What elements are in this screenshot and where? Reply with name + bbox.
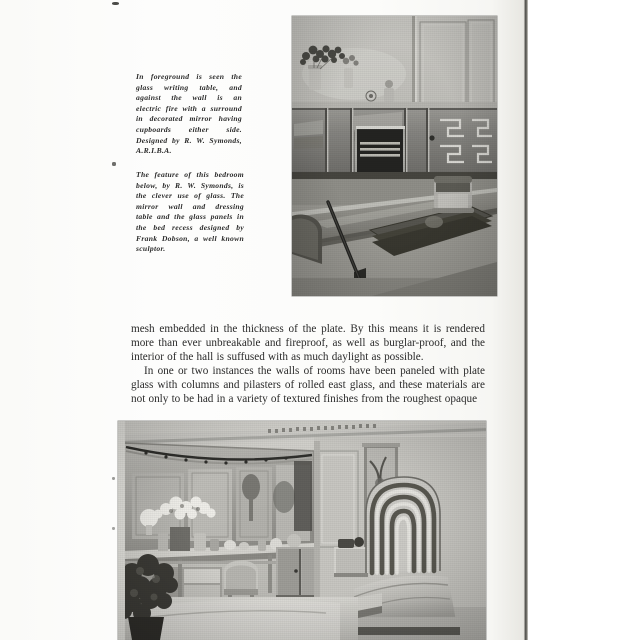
table-mirror-stand <box>170 527 190 551</box>
body-text <box>131 322 485 407</box>
caption-bottom-photo: The feature of this bedroom below, by R. W. Symonds, is the clever use of glass. The mirror wall and dressing table and the glass panels in the bed recess designed by Frank Dobson, a well known sculptor. <box>136 170 244 254</box>
body-paragraph-2: In one or two instances the walls of rooms have been paneled with plate glass with columns and pilasters of rolled east glass, and these materials are not only to be had in a variety of textured finishes from the roughest opaque <box>131 365 485 406</box>
margin-speck-mid <box>112 477 115 480</box>
electric-fire <box>355 126 405 174</box>
glass-writing-table-photo <box>292 16 497 296</box>
lamp-globe <box>140 509 158 527</box>
night-stand <box>334 537 368 577</box>
margin-speck-top <box>112 2 119 5</box>
margin-speck-upper <box>112 162 116 166</box>
outer-background <box>528 0 640 640</box>
caption-top-photo: In foreground is seen the glass writing table, and against the wall is an electric fire with a surround in decorated mirror having cupboards either side. Designed by R. W. Symonds, A.R.I.B.A. <box>136 72 242 156</box>
table-object-box <box>158 533 168 551</box>
body-paragraph-1: mesh embedded in the thickness of the plate. By this means it is rendered more than ever unbreakable and fireproof, as well as burglar-proof, and the interior of the hall is suffused with as much daylight as possible. <box>131 323 485 364</box>
cabinet-knob <box>429 135 434 140</box>
glass-jar <box>432 176 474 213</box>
margin-speck-lower <box>112 527 115 530</box>
striped-headboard <box>366 477 440 573</box>
photo-top-artwork <box>292 16 497 296</box>
photo-bottom-artwork <box>118 421 486 640</box>
bedroom-interior-photo <box>118 421 486 640</box>
